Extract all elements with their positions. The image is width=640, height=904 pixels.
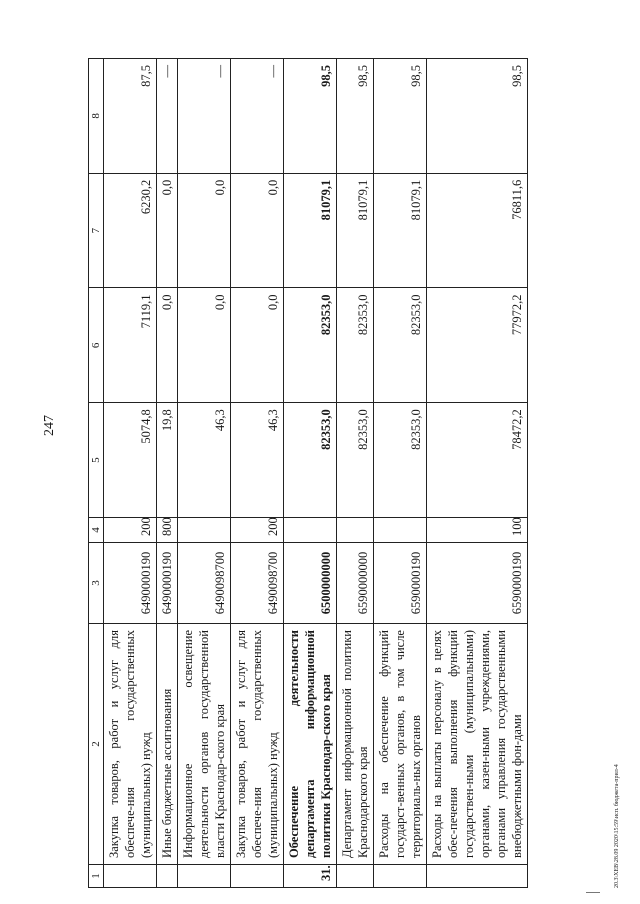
row-number	[157, 865, 178, 888]
row-name: Закупка товаров, работ и услуг для обеспече-ния государственных (муниципальных) нужд	[104, 624, 157, 865]
table-row	[178, 59, 231, 888]
row-name: Обеспечение деятельности департамента информационной политики Краснодар-ского края	[284, 624, 337, 865]
row-expense-type: 800	[157, 518, 178, 543]
column-header: 5	[89, 403, 104, 518]
row-value-5: 46,3	[178, 403, 231, 518]
row-expense-type: 200	[231, 518, 284, 543]
column-header: 1	[89, 865, 104, 888]
row-value-5: 82353,0	[374, 403, 427, 518]
column-header-row	[89, 59, 104, 888]
row-value-5: 78472,2	[427, 403, 528, 518]
scan-mark	[586, 892, 600, 897]
column-header: 8	[89, 59, 104, 174]
row-value-8: 98,5	[427, 59, 528, 174]
row-value-5: 5074,8	[104, 403, 157, 518]
row-expense-type	[178, 518, 231, 543]
table-row	[157, 59, 178, 888]
row-value-7: 81079,1	[337, 173, 374, 288]
row-name: Информационное освещение деятельности органов государственной власти Краснодар-ского края	[178, 624, 231, 865]
row-expense-type	[337, 518, 374, 543]
row-code: 6490000190	[157, 543, 178, 624]
column-header: 2	[89, 624, 104, 865]
row-code: 6490000190	[104, 543, 157, 624]
row-value-8: —	[157, 59, 178, 174]
budget-table	[88, 58, 528, 888]
row-name: Расходы на обеспечение функций государст-венных органов, в том числе территориаль-ных органов	[374, 624, 427, 865]
row-value-7: 0,0	[157, 173, 178, 288]
table-row	[284, 59, 337, 888]
row-value-6: 7119,1	[104, 288, 157, 403]
footer-note: 20.3\XEB\28.09 2020\15:59\исп. бюджета-прил-4	[614, 764, 620, 888]
row-expense-type: 100	[427, 518, 528, 543]
row-name: Иные бюджетные ассигнования	[157, 624, 178, 865]
row-number	[374, 865, 427, 888]
row-code: 6590000000	[337, 543, 374, 624]
row-value-8: —	[178, 59, 231, 174]
row-value-5: 46,3	[231, 403, 284, 518]
row-number: 31.	[284, 865, 337, 888]
row-value-7: 0,0	[231, 173, 284, 288]
row-value-7: 81079,1	[374, 173, 427, 288]
column-header: 6	[89, 288, 104, 403]
row-number	[178, 865, 231, 888]
row-expense-type: 200	[104, 518, 157, 543]
row-value-6: 77972,2	[427, 288, 528, 403]
row-value-5: 19,8	[157, 403, 178, 518]
table-row	[374, 59, 427, 888]
row-name: Расходы на выплаты персоналу в целях обес-печения выполнения функций государствен-ными (муниципальными) органами, казен-ными учреждениями, органами управления государственными внебюджетными фон-дами	[427, 624, 528, 865]
table-row	[427, 59, 528, 888]
row-code: 6590000190	[427, 543, 528, 624]
budget-table-rotated	[88, 58, 590, 888]
column-header: 4	[89, 518, 104, 543]
row-name: Закупка товаров, работ и услуг для обеспече-ния государственных (муниципальных) нужд	[231, 624, 284, 865]
row-number	[337, 865, 374, 888]
row-value-6: 0,0	[178, 288, 231, 403]
column-header: 7	[89, 173, 104, 288]
row-value-5: 82353,0	[284, 403, 337, 518]
row-value-7: 81079,1	[284, 173, 337, 288]
row-number	[231, 865, 284, 888]
row-value-6: 0,0	[231, 288, 284, 403]
page-number: 247	[42, 415, 57, 436]
budget-table-body	[89, 59, 528, 888]
row-code: 6490098700	[231, 543, 284, 624]
row-value-8: 98,5	[374, 59, 427, 174]
row-value-6: 0,0	[157, 288, 178, 403]
table-row	[337, 59, 374, 888]
row-expense-type	[374, 518, 427, 543]
row-value-6: 82353,0	[337, 288, 374, 403]
row-value-8: 98,5	[337, 59, 374, 174]
row-value-8: 87,5	[104, 59, 157, 174]
row-number	[427, 865, 528, 888]
column-header: 3	[89, 543, 104, 624]
row-number	[104, 865, 157, 888]
row-value-8: —	[231, 59, 284, 174]
table-row	[231, 59, 284, 888]
table-row	[104, 59, 157, 888]
row-code: 6500000000	[284, 543, 337, 624]
row-name: Департамент информационной политики Краснодарского края	[337, 624, 374, 865]
row-value-7: 0,0	[178, 173, 231, 288]
row-value-6: 82353,0	[374, 288, 427, 403]
row-value-6: 82353,0	[284, 288, 337, 403]
row-value-7: 76811,6	[427, 173, 528, 288]
row-value-7: 6230,2	[104, 173, 157, 288]
row-expense-type	[284, 518, 337, 543]
row-value-8: 98,5	[284, 59, 337, 174]
row-code: 6490098700	[178, 543, 231, 624]
row-code: 6590000190	[374, 543, 427, 624]
row-value-5: 82353,0	[337, 403, 374, 518]
